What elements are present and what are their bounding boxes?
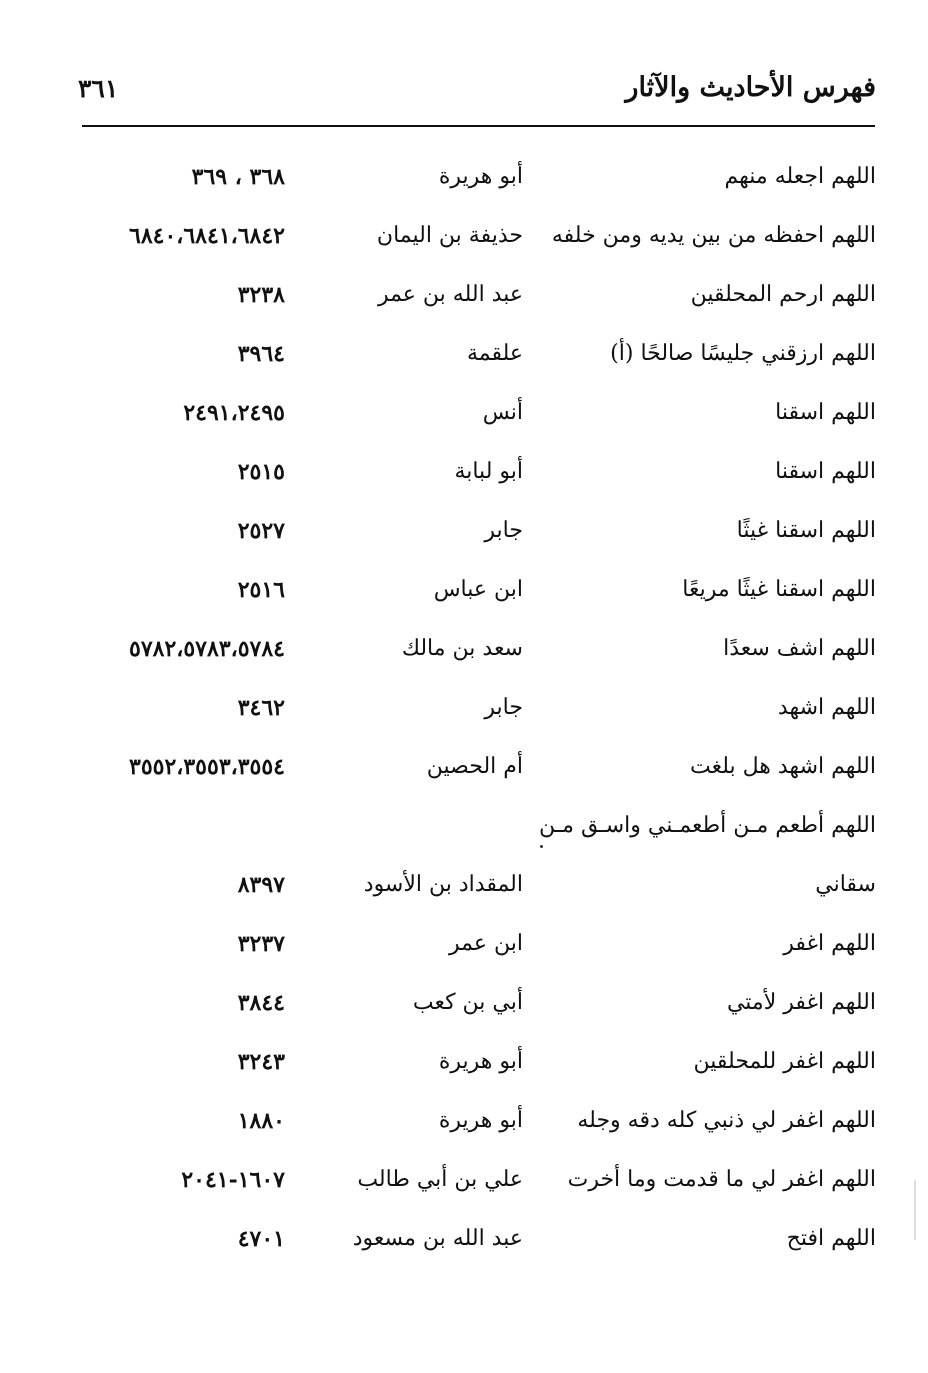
narrator: أبو لبابة	[454, 459, 523, 484]
narrator: ابن عباس	[433, 577, 523, 602]
narrator: سعد بن مالك	[401, 636, 523, 661]
hadith-text: اللهم اغفر	[783, 931, 876, 956]
hadith-text: اللهم اشهد هل بلغت	[690, 754, 876, 779]
narrator: علي بن أبي طالب	[357, 1167, 523, 1192]
index-row	[0, 858, 928, 917]
hadith-text: اللهم اسقنا	[775, 400, 876, 425]
narrator: جابر	[484, 518, 523, 543]
hadith-numbers: ٦٨٤٠،٦٨٤١،٦٨٤٢	[129, 223, 285, 249]
index-row	[0, 1035, 928, 1094]
hadith-numbers: ٨٣٩٧	[237, 872, 285, 898]
hadith-numbers: ٣٨٤٤	[237, 990, 285, 1016]
hadith-text: اللهم اغفر لي ذنبي كله دقه وجله	[577, 1108, 876, 1133]
index-row	[0, 1153, 928, 1212]
index-row	[0, 327, 928, 386]
hadith-text: اللهم اشف سعدًا	[723, 636, 876, 661]
index-row	[0, 209, 928, 268]
hadith-numbers: ١٦٠٧-٢٠٤١	[181, 1167, 285, 1193]
hadith-text: اللهم اسقنا غيثًا مريعًا	[682, 577, 876, 602]
hadith-numbers: ٢٥١٥	[237, 459, 285, 485]
index-row	[0, 1094, 928, 1153]
index-row	[0, 917, 928, 976]
hadith-text: اللهم أطعم مـن أطعمـني واسـق مـن	[538, 813, 876, 838]
narrator: أبو هريرة	[438, 164, 523, 189]
index-row	[0, 976, 928, 1035]
narrator: أبو هريرة	[438, 1049, 523, 1074]
narrator: جابر	[484, 695, 523, 720]
hadith-text: اللهم اسقنا غيثًا	[736, 518, 876, 543]
hadith-numbers: ١٨٨٠	[237, 1108, 285, 1134]
narrator: عبد الله بن عمر	[377, 282, 523, 307]
index-row	[0, 681, 928, 740]
hadith-text: اللهم اسقنا	[775, 459, 876, 484]
narrator: أنس	[482, 400, 523, 425]
index-row	[0, 150, 928, 209]
print-speck	[540, 845, 543, 848]
index-row	[0, 504, 928, 563]
hadith-text: اللهم ارزقني جليسًا صالحًا (أ)	[610, 341, 876, 366]
hadith-text: اللهم اغفر للمحلقين	[693, 1049, 876, 1074]
hadith-text: اللهم اغفر لأمتي	[726, 990, 876, 1015]
hadith-numbers: ٣٤٦٢	[237, 695, 285, 721]
hadith-numbers: ٤٧٠١	[237, 1226, 285, 1252]
hadith-text: اللهم افتح	[786, 1226, 876, 1251]
hadith-numbers: ٥٧٨٢،٥٧٨٣،٥٧٨٤	[129, 636, 285, 662]
narrator: أبي بن كعب	[412, 990, 523, 1015]
hadith-text: اللهم اشهد	[777, 695, 876, 720]
hadith-numbers: ٣٩٦٤	[237, 341, 285, 367]
hadith-numbers: ٢٥٢٧	[237, 518, 285, 544]
index-row	[0, 386, 928, 445]
hadith-numbers: ٢٤٩١،٢٤٩٥	[183, 400, 285, 426]
narrator: علقمة	[466, 341, 523, 366]
hadith-numbers: ٢٥١٦	[237, 577, 285, 603]
index-row	[0, 740, 928, 799]
index-row	[0, 445, 928, 504]
hadith-text: اللهم اغفر لي ما قدمت وما أخرت	[567, 1167, 876, 1192]
hadith-text: اللهم احفظه من بين يديه ومن خلفه	[551, 223, 876, 248]
index-row	[0, 268, 928, 327]
index-row	[0, 622, 928, 681]
scan-edge-mark	[914, 1180, 916, 1240]
narrator: عبد الله بن مسعود	[352, 1226, 523, 1251]
hadith-numbers: ٣٢٣٨	[237, 282, 285, 308]
narrator: المقداد بن الأسود	[363, 872, 523, 897]
page-title: فهرس الأحاديث والآثار	[625, 72, 876, 103]
hadith-numbers: ٣٥٥٢،٣٥٥٣،٣٥٥٤	[129, 754, 285, 780]
index-row	[0, 1212, 928, 1271]
hadith-index-list	[0, 150, 928, 1271]
hadith-text: اللهم اجعله منهم	[724, 164, 876, 189]
hadith-numbers: ٣٢٤٣	[237, 1049, 285, 1075]
narrator: ابن عمر	[449, 931, 523, 956]
index-row	[0, 799, 928, 858]
header-divider	[82, 125, 875, 127]
index-row	[0, 563, 928, 622]
hadith-text: سقاني	[815, 872, 876, 897]
narrator: أبو هريرة	[438, 1108, 523, 1133]
narrator: أم الحصين	[426, 754, 523, 779]
hadith-numbers: ٣٢٣٧	[237, 931, 285, 957]
hadith-numbers: ٣٦٨ ، ٣٦٩	[191, 164, 285, 190]
hadith-text: اللهم ارحم المحلقين	[690, 282, 876, 307]
page-number: ٣٦١	[78, 74, 119, 103]
narrator: حذيفة بن اليمان	[376, 223, 523, 248]
